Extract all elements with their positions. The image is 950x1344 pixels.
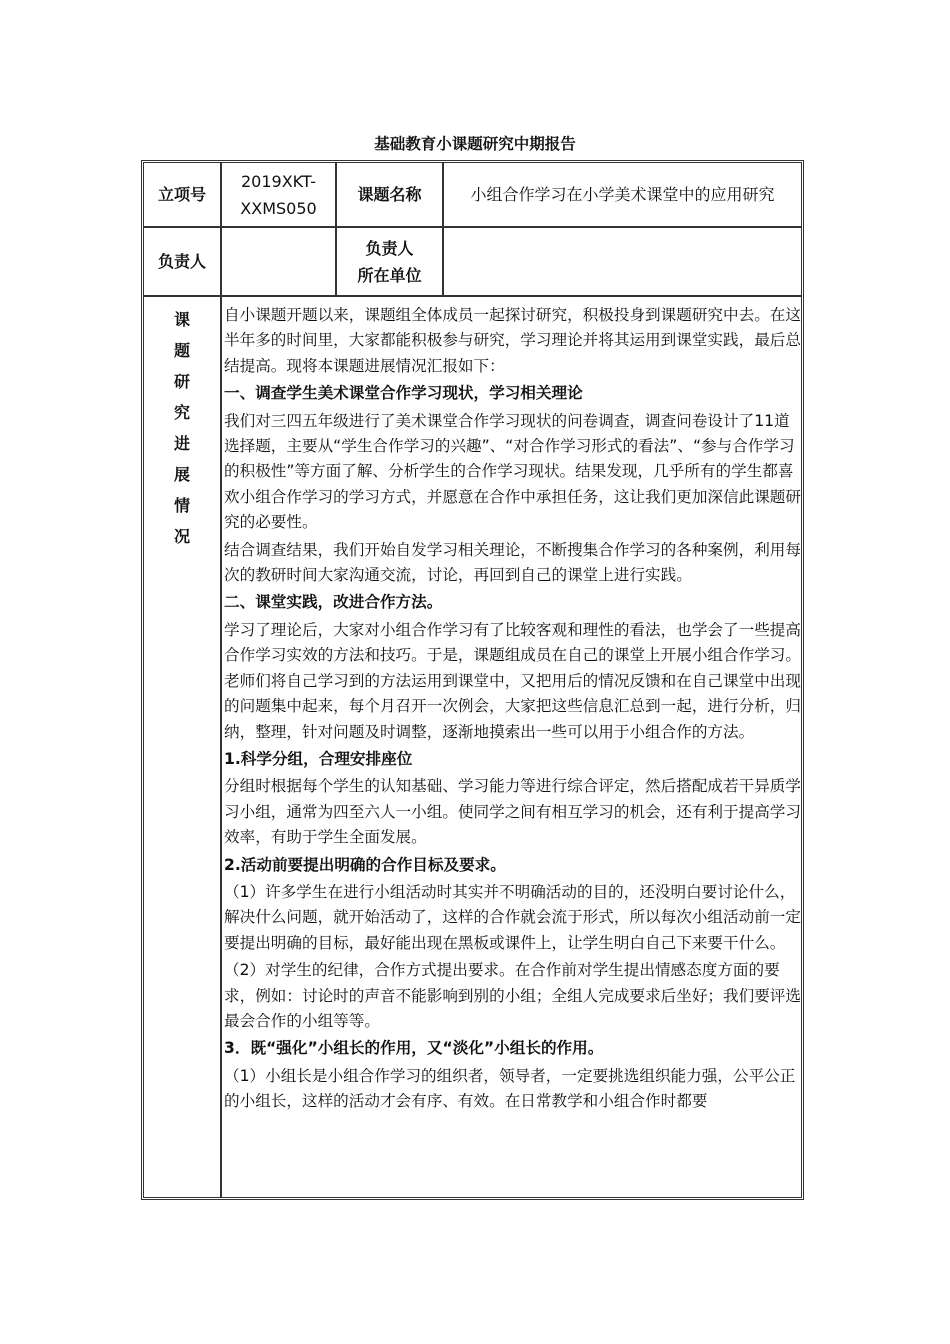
- project-id-line2: XXMS050: [240, 198, 317, 218]
- paragraph: 自小课题开题以来，课题组全体成员一起探讨研究，积极投身到课题研究中去。在这半年多的时间里，大家都能积极参与研究，学习理论并将其运用到课堂实践，最后总结提高。现将本课题进展情况汇报如下：: [224, 306, 801, 375]
- section-heading: 一、调查学生美术课堂合作学习现状，学习相关理论: [224, 384, 583, 403]
- progress-label-char: 展: [173, 465, 190, 484]
- document-title: 基础教育小课题研究中期报告: [374, 135, 576, 153]
- col-divider-1: [220, 163, 222, 1197]
- leader-label: 负责人: [157, 252, 206, 271]
- progress-label-char: 研: [173, 372, 190, 391]
- paragraph: 我们对三四五年级进行了美术课堂合作学习现状的问卷调查，调查问卷设计了11道选择题，主要从“学生合作学习的兴趣”、“对合作学习形式的看法”、“参与合作学习的积极性”等方面了解、分析学生的合作学习现状。结果发现，几乎所有的学生都喜欢小组合作学习的学习方式，并愿意在合作中承担任务，这让我们更加深信此课题研究的必要性。: [224, 411, 801, 532]
- leader-unit-label-line1: 负责人: [365, 238, 414, 258]
- progress-label-char: 情: [173, 496, 190, 515]
- paragraph: （1）许多学生在进行小组活动时其实并不明确活动的目的，还没明白要讨论什么，解决什么问题，就开始活动了，这样的合作就会流于形式，所以每次小组活动前一定要提出明确的目标，最好能出现在黑板或课件上，让学生明白自己下来要干什么。: [224, 882, 801, 952]
- section-heading: 1.科学分组，合理安排座位: [224, 749, 413, 768]
- leader-unit-label-line2: 所在单位: [357, 265, 422, 285]
- project-id-value: [222, 163, 335, 226]
- progress-label-char: 况: [173, 527, 190, 546]
- paragraph: 分组时根据每个学生的认知基础、学习能力等进行综合评定，然后搭配成若干异质学习小组，通常为四至六人一小组。使同学之间有相互学习的机会，还有利于提高学习效率，有助于学生全面发展。: [224, 777, 801, 847]
- leader-unit-label: [337, 228, 442, 295]
- paragraph: 结合调查结果，我们开始自发学习相关理论，不断搜集合作学习的各种案例，利用每次的教研时间大家沟通交流，讨论，再回到自己的课堂上进行实践。: [224, 540, 801, 585]
- paragraph: 学习了理论后，大家对小组合作学习有了比较客观和理性的看法，也学会了一些提高合作学习实效的方法和技巧。于是，课题组成员在自己的课堂上开展小组合作学习。老师们将自己学习到的方法运用到课堂中，又把用后的情况反馈和在自己课堂中出现的问题集中起来，每个月召开一次例会，大家把这些信息汇总到一起，进行分析，归纳，整理，针对问题及时调整，逐渐地摸索出一些可以用于小组合作的方法。: [224, 620, 801, 741]
- section-heading: 二、课堂实践，改进合作方法。: [224, 593, 443, 612]
- section-heading: 3．既“强化”小组长的作用，又“淡化”小组长的作用。: [224, 1039, 604, 1058]
- project-name-label: 课题名称: [357, 185, 422, 204]
- progress-label-char: 题: [173, 341, 190, 360]
- project-name-value: 小组合作学习在小学美术课堂中的应用研究: [470, 185, 775, 204]
- project-id-label: 立项号: [157, 185, 206, 204]
- progress-label: [144, 304, 220, 552]
- row-divider-2: [144, 295, 801, 297]
- paragraph: （2）对学生的纪律，合作方式提出要求。在合作前对学生提出情感态度方面的要求，例如：讨论时的声音不能影响到别的小组；全组人完成要求后坐好；我们要评选最会合作的小组等等。: [224, 961, 801, 1030]
- leader-unit-value: [444, 228, 801, 295]
- progress-content: [224, 303, 804, 1197]
- progress-label-char: 究: [173, 403, 190, 422]
- leader-value: [222, 228, 335, 295]
- paragraph: （1）小组长是小组合作学习的组织者，领导者，一定要挑选组织能力强，公平公正的小组长，这样的活动才会有序、有效。在日常教学和小组合作时都要: [224, 1066, 796, 1111]
- section-heading: 2.活动前要提出明确的合作目标及要求。: [224, 855, 506, 874]
- project-id-line1: 2019XKT-: [240, 171, 316, 191]
- progress-label-char: 课: [173, 310, 190, 329]
- progress-label-char: 进: [173, 434, 190, 453]
